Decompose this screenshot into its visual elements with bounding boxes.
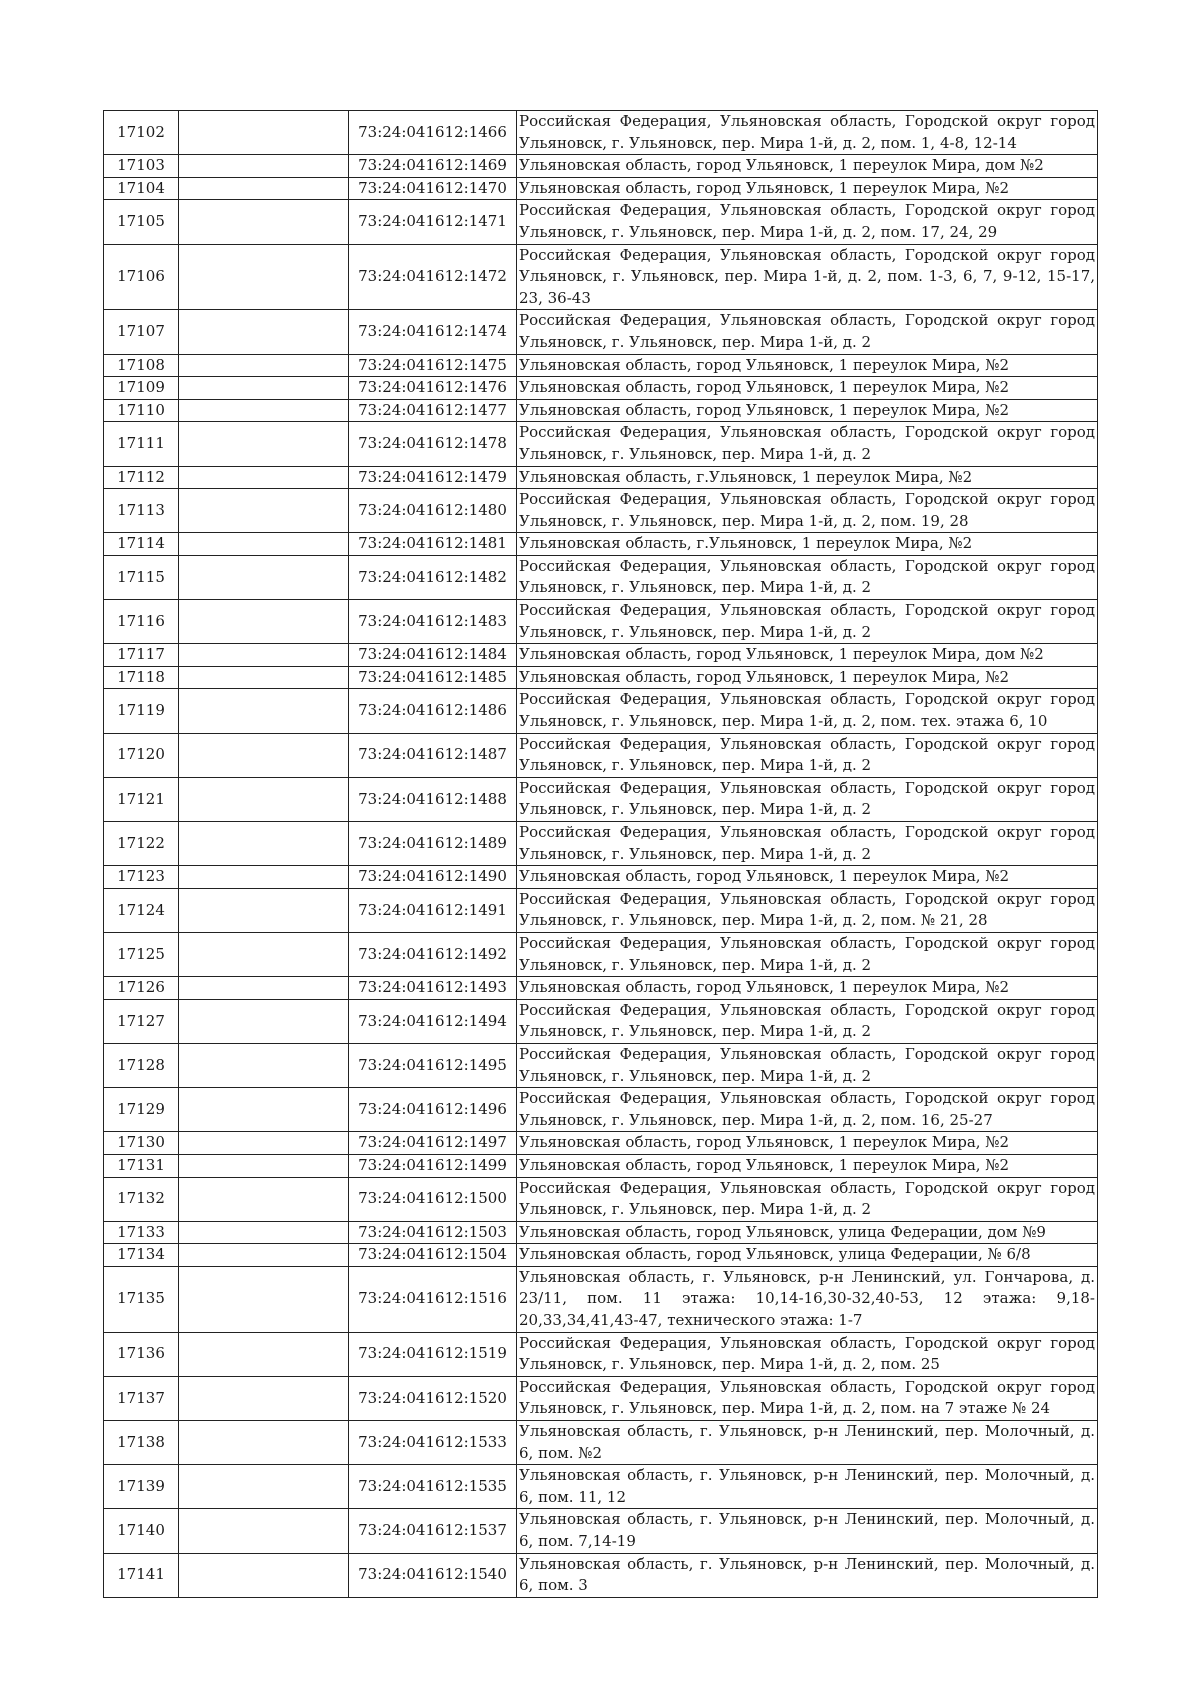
address-cell: Российская Федерация, Ульяновская область, Городской округ город Ульяновск, г. Ульяновск, пер. Мира 1-й, д. 2 — [517, 555, 1098, 599]
blank-cell — [179, 354, 349, 377]
cadastral-number: 73:24:041612:1480 — [349, 489, 517, 533]
row-number: 17124 — [104, 888, 179, 932]
row-number: 17132 — [104, 1177, 179, 1221]
address-cell: Ульяновская область, город Ульяновск, 1 переулок Мира, №2 — [517, 399, 1098, 422]
cadastral-number: 73:24:041612:1516 — [349, 1266, 517, 1332]
address-cell: Российская Федерация, Ульяновская область, Городской округ город Ульяновск, г. Ульяновск, пер. Мира 1-й, д. 2 — [517, 310, 1098, 354]
cadastral-number: 73:24:041612:1499 — [349, 1154, 517, 1177]
address-cell: Российская Федерация, Ульяновская область, Городской округ город Ульяновск, г. Ульяновск, пер. Мира 1-й, д. 2 — [517, 733, 1098, 777]
address-cell: Российская Федерация, Ульяновская область, Городской округ город Ульяновск, г. Ульяновск, пер. Мира 1-й, д. 2, пом. 17, 24, 29 — [517, 200, 1098, 244]
cadastral-number: 73:24:041612:1470 — [349, 177, 517, 200]
cadastral-number: 73:24:041612:1503 — [349, 1221, 517, 1244]
row-number: 17109 — [104, 377, 179, 400]
table-row — [104, 600, 1098, 644]
cadastral-number: 73:24:041612:1471 — [349, 200, 517, 244]
address-cell: Российская Федерация, Ульяновская область, Городской округ город Ульяновск, г. Ульяновск, пер. Мира 1-й, д. 2, пом. 19, 28 — [517, 489, 1098, 533]
address-cell: Ульяновская область, г. Ульяновск, р-н Ленинский, пер. Молочный, д. 6, пом. 7,14-19 — [517, 1509, 1098, 1553]
row-number: 17105 — [104, 200, 179, 244]
cadastral-number: 73:24:041612:1481 — [349, 533, 517, 556]
row-number: 17126 — [104, 977, 179, 1000]
table-row — [104, 1088, 1098, 1132]
address-cell: Ульяновская область, г. Ульяновск, р-н Ленинский, пер. Молочный, д. 6, пом. №2 — [517, 1421, 1098, 1465]
row-number: 17118 — [104, 666, 179, 689]
address-cell: Ульяновская область, город Ульяновск, 1 переулок Мира, дом №2 — [517, 644, 1098, 667]
table-row — [104, 888, 1098, 932]
row-number: 17129 — [104, 1088, 179, 1132]
blank-cell — [179, 533, 349, 556]
row-number: 17131 — [104, 1154, 179, 1177]
blank-cell — [179, 422, 349, 466]
row-number: 17108 — [104, 354, 179, 377]
cadastral-number: 73:24:041612:1484 — [349, 644, 517, 667]
table-row — [104, 354, 1098, 377]
blank-cell — [179, 666, 349, 689]
table-row — [104, 666, 1098, 689]
blank-cell — [179, 822, 349, 866]
address-cell: Российская Федерация, Ульяновская область, Городской округ город Ульяновск, г. Ульяновск, пер. Мира 1-й, д. 2 — [517, 1043, 1098, 1087]
table-row — [104, 310, 1098, 354]
cadastral-number: 73:24:041612:1496 — [349, 1088, 517, 1132]
table-row — [104, 733, 1098, 777]
cadastral-number: 73:24:041612:1493 — [349, 977, 517, 1000]
table-row — [104, 244, 1098, 310]
blank-cell — [179, 932, 349, 976]
row-number: 17138 — [104, 1421, 179, 1465]
table-row — [104, 1221, 1098, 1244]
blank-cell — [179, 1132, 349, 1155]
cadastral-number: 73:24:041612:1519 — [349, 1332, 517, 1376]
row-number: 17130 — [104, 1132, 179, 1155]
table-row — [104, 1376, 1098, 1420]
table-row — [104, 777, 1098, 821]
row-number: 17141 — [104, 1553, 179, 1597]
row-number: 17122 — [104, 822, 179, 866]
cadastral-number: 73:24:041612:1490 — [349, 866, 517, 889]
address-cell: Российская Федерация, Ульяновская область, Городской округ город Ульяновск, г. Ульяновск, пер. Мира 1-й, д. 2 — [517, 932, 1098, 976]
blank-cell — [179, 1177, 349, 1221]
row-number: 17110 — [104, 399, 179, 422]
blank-cell — [179, 244, 349, 310]
address-cell: Российская Федерация, Ульяновская область, Городской округ город Ульяновск, г. Ульяновск, пер. Мира 1-й, д. 2 — [517, 822, 1098, 866]
address-cell: Ульяновская область, город Ульяновск, 1 переулок Мира, №2 — [517, 354, 1098, 377]
address-cell: Российская Федерация, Ульяновская область, Городской округ город Ульяновск, г. Ульяновск, пер. Мира 1-й, д. 2 — [517, 999, 1098, 1043]
address-cell: Ульяновская область, город Ульяновск, улица Федерации, № 6/8 — [517, 1244, 1098, 1267]
address-cell: Российская Федерация, Ульяновская область, Городской округ город Ульяновск, г. Ульяновск, пер. Мира 1-й, д. 2 — [517, 1177, 1098, 1221]
blank-cell — [179, 1465, 349, 1509]
row-number: 17135 — [104, 1266, 179, 1332]
cadastral-number: 73:24:041612:1479 — [349, 466, 517, 489]
cadastral-number: 73:24:041612:1504 — [349, 1244, 517, 1267]
cadastral-number: 73:24:041612:1495 — [349, 1043, 517, 1087]
cadastral-number: 73:24:041612:1489 — [349, 822, 517, 866]
cadastral-number: 73:24:041612:1483 — [349, 600, 517, 644]
blank-cell — [179, 111, 349, 155]
cadastral-number: 73:24:041612:1469 — [349, 155, 517, 178]
table-row — [104, 1244, 1098, 1267]
blank-cell — [179, 377, 349, 400]
table-row — [104, 155, 1098, 178]
row-number: 17139 — [104, 1465, 179, 1509]
address-cell: Ульяновская область, г.Ульяновск, 1 переулок Мира, №2 — [517, 466, 1098, 489]
table-row — [104, 466, 1098, 489]
address-cell: Российская Федерация, Ульяновская область, Городской округ город Ульяновск, г. Ульяновск, пер. Мира 1-й, д. 2, пом. 1-3, 6, 7, 9-12, 15-17, 23, 36-43 — [517, 244, 1098, 310]
cadastral-number: 73:24:041612:1491 — [349, 888, 517, 932]
address-cell: Ульяновская область, город Ульяновск, 1 переулок Мира, №2 — [517, 666, 1098, 689]
table-row — [104, 999, 1098, 1043]
blank-cell — [179, 999, 349, 1043]
row-number: 17103 — [104, 155, 179, 178]
blank-cell — [179, 1553, 349, 1597]
blank-cell — [179, 777, 349, 821]
row-number: 17136 — [104, 1332, 179, 1376]
address-cell: Российская Федерация, Ульяновская область, Городской округ город Ульяновск, г. Ульяновск, пер. Мира 1-й, д. 2, пом. на 7 этаже № 24 — [517, 1376, 1098, 1420]
row-number: 17120 — [104, 733, 179, 777]
address-cell: Ульяновская область, город Ульяновск, 1 переулок Мира, №2 — [517, 1154, 1098, 1177]
blank-cell — [179, 1088, 349, 1132]
row-number: 17121 — [104, 777, 179, 821]
table-row — [104, 555, 1098, 599]
cadastral-number: 73:24:041612:1485 — [349, 666, 517, 689]
table-row — [104, 1266, 1098, 1332]
address-cell: Российская Федерация, Ульяновская область, Городской округ город Ульяновск, г. Ульяновск, пер. Мира 1-й, д. 2 — [517, 777, 1098, 821]
blank-cell — [179, 489, 349, 533]
table-row — [104, 1177, 1098, 1221]
blank-cell — [179, 600, 349, 644]
row-number: 17134 — [104, 1244, 179, 1267]
table-row — [104, 200, 1098, 244]
table-body — [104, 111, 1098, 1598]
cadastral-number: 73:24:041612:1540 — [349, 1553, 517, 1597]
table-row — [104, 932, 1098, 976]
blank-cell — [179, 1332, 349, 1376]
blank-cell — [179, 888, 349, 932]
row-number: 17112 — [104, 466, 179, 489]
address-cell: Ульяновская область, г. Ульяновск, р-н Ленинский, ул. Гончарова, д. 23/11, пом. 11 этажа: 10,14-16,30-32,40-53, 12 этажа: 9,18-20,33,34,41,43-47, технического этажа: 1-7 — [517, 1266, 1098, 1332]
blank-cell — [179, 555, 349, 599]
address-cell: Ульяновская область, г.Ульяновск, 1 переулок Мира, №2 — [517, 533, 1098, 556]
blank-cell — [179, 1244, 349, 1267]
blank-cell — [179, 1421, 349, 1465]
address-cell: Ульяновская область, город Ульяновск, 1 переулок Мира, №2 — [517, 866, 1098, 889]
blank-cell — [179, 1509, 349, 1553]
table-row — [104, 422, 1098, 466]
table-row — [104, 1132, 1098, 1155]
cadastral-number: 73:24:041612:1478 — [349, 422, 517, 466]
row-number: 17128 — [104, 1043, 179, 1087]
cadastral-number: 73:24:041612:1535 — [349, 1465, 517, 1509]
table-row — [104, 489, 1098, 533]
row-number: 17114 — [104, 533, 179, 556]
table-row — [104, 1421, 1098, 1465]
table-row — [104, 866, 1098, 889]
table-row — [104, 822, 1098, 866]
blank-cell — [179, 466, 349, 489]
blank-cell — [179, 310, 349, 354]
address-cell: Российская Федерация, Ульяновская область, Городской округ город Ульяновск, г. Ульяновск, пер. Мира 1-й, д. 2, пом. 25 — [517, 1332, 1098, 1376]
address-cell: Ульяновская область, город Ульяновск, улица Федерации, дом №9 — [517, 1221, 1098, 1244]
row-number: 17113 — [104, 489, 179, 533]
row-number: 17119 — [104, 689, 179, 733]
cadastral-number: 73:24:041612:1477 — [349, 399, 517, 422]
cadastral-number: 73:24:041612:1482 — [349, 555, 517, 599]
address-cell: Российская Федерация, Ульяновская область, Городской округ город Ульяновск, г. Ульяновск, пер. Мира 1-й, д. 2 — [517, 600, 1098, 644]
blank-cell — [179, 1154, 349, 1177]
blank-cell — [179, 977, 349, 1000]
table-row — [104, 689, 1098, 733]
row-number: 17102 — [104, 111, 179, 155]
blank-cell — [179, 1376, 349, 1420]
blank-cell — [179, 399, 349, 422]
cadastral-number: 73:24:041612:1474 — [349, 310, 517, 354]
table-row — [104, 1332, 1098, 1376]
table-row — [104, 177, 1098, 200]
table-row — [104, 399, 1098, 422]
table-row — [104, 977, 1098, 1000]
row-number: 17106 — [104, 244, 179, 310]
property-register-table — [103, 110, 1098, 1598]
cadastral-number: 73:24:041612:1537 — [349, 1509, 517, 1553]
address-cell: Ульяновская область, город Ульяновск, 1 переулок Мира, №2 — [517, 1132, 1098, 1155]
row-number: 17115 — [104, 555, 179, 599]
cadastral-number: 73:24:041612:1500 — [349, 1177, 517, 1221]
cadastral-number: 73:24:041612:1492 — [349, 932, 517, 976]
address-cell: Ульяновская область, город Ульяновск, 1 переулок Мира, дом №2 — [517, 155, 1098, 178]
cadastral-number: 73:24:041612:1520 — [349, 1376, 517, 1420]
row-number: 17116 — [104, 600, 179, 644]
blank-cell — [179, 177, 349, 200]
cadastral-number: 73:24:041612:1497 — [349, 1132, 517, 1155]
cadastral-number: 73:24:041612:1476 — [349, 377, 517, 400]
row-number: 17140 — [104, 1509, 179, 1553]
cadastral-number: 73:24:041612:1533 — [349, 1421, 517, 1465]
cadastral-number: 73:24:041612:1466 — [349, 111, 517, 155]
row-number: 17107 — [104, 310, 179, 354]
row-number: 17127 — [104, 999, 179, 1043]
cadastral-number: 73:24:041612:1487 — [349, 733, 517, 777]
address-cell: Российская Федерация, Ульяновская область, Городской округ город Ульяновск, г. Ульяновск, пер. Мира 1-й, д. 2, пом. тех. этажа 6, 10 — [517, 689, 1098, 733]
blank-cell — [179, 1043, 349, 1087]
address-cell: Российская Федерация, Ульяновская область, Городской округ город Ульяновск, г. Ульяновск, пер. Мира 1-й, д. 2 — [517, 422, 1098, 466]
table-row — [104, 1553, 1098, 1597]
table-row — [104, 1043, 1098, 1087]
blank-cell — [179, 1266, 349, 1332]
row-number: 17117 — [104, 644, 179, 667]
address-cell: Российская Федерация, Ульяновская область, Городской округ город Ульяновск, г. Ульяновск, пер. Мира 1-й, д. 2, пом. 1, 4-8, 12-14 — [517, 111, 1098, 155]
table-row — [104, 1509, 1098, 1553]
address-cell: Ульяновская область, г. Ульяновск, р-н Ленинский, пер. Молочный, д. 6, пом. 11, 12 — [517, 1465, 1098, 1509]
blank-cell — [179, 200, 349, 244]
row-number: 17133 — [104, 1221, 179, 1244]
table-row — [104, 377, 1098, 400]
table-row — [104, 1154, 1098, 1177]
cadastral-number: 73:24:041612:1472 — [349, 244, 517, 310]
blank-cell — [179, 866, 349, 889]
table-row — [104, 111, 1098, 155]
cadastral-number: 73:24:041612:1488 — [349, 777, 517, 821]
address-cell: Ульяновская область, город Ульяновск, 1 переулок Мира, №2 — [517, 177, 1098, 200]
address-cell: Ульяновская область, г. Ульяновск, р-н Ленинский, пер. Молочный, д. 6, пом. 3 — [517, 1553, 1098, 1597]
row-number: 17111 — [104, 422, 179, 466]
blank-cell — [179, 155, 349, 178]
table-row — [104, 533, 1098, 556]
address-cell: Российская Федерация, Ульяновская область, Городской округ город Ульяновск, г. Ульяновск, пер. Мира 1-й, д. 2, пом. № 21, 28 — [517, 888, 1098, 932]
blank-cell — [179, 644, 349, 667]
address-cell: Ульяновская область, город Ульяновск, 1 переулок Мира, №2 — [517, 377, 1098, 400]
cadastral-number: 73:24:041612:1486 — [349, 689, 517, 733]
row-number: 17123 — [104, 866, 179, 889]
address-cell: Ульяновская область, город Ульяновск, 1 переулок Мира, №2 — [517, 977, 1098, 1000]
cadastral-number: 73:24:041612:1475 — [349, 354, 517, 377]
address-cell: Российская Федерация, Ульяновская область, Городской округ город Ульяновск, г. Ульяновск, пер. Мира 1-й, д. 2, пом. 16, 25-27 — [517, 1088, 1098, 1132]
row-number: 17125 — [104, 932, 179, 976]
blank-cell — [179, 689, 349, 733]
row-number: 17137 — [104, 1376, 179, 1420]
table-row — [104, 644, 1098, 667]
table-row — [104, 1465, 1098, 1509]
blank-cell — [179, 1221, 349, 1244]
cadastral-number: 73:24:041612:1494 — [349, 999, 517, 1043]
blank-cell — [179, 733, 349, 777]
row-number: 17104 — [104, 177, 179, 200]
